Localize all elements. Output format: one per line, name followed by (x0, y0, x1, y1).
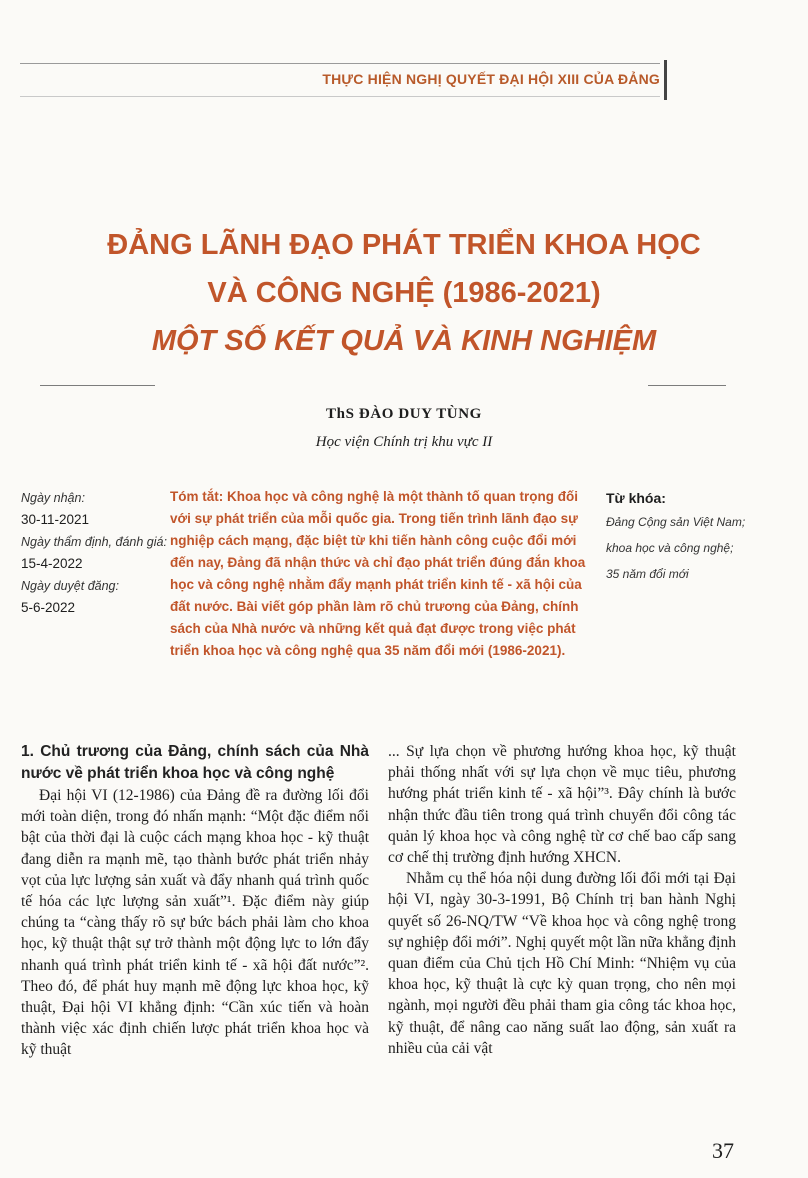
author-affiliation: Học viện Chính trị khu vực II (315, 434, 493, 450)
body-column-left (21, 741, 369, 1061)
article-dates (21, 487, 167, 619)
keyword-item: Đảng Cộng sản Việt Nam; (606, 515, 746, 529)
author-name: ThS ĐÀO DUY TÙNG (326, 406, 482, 422)
approved-label: Ngày duyệt đăng: (21, 579, 119, 593)
body-paragraph: ... Sự lựa chọn về phương hướng khoa học, kỹ thuật phải thống nhất với sự lựa chọn về mục tiêu, phương hướng phát triển kinh tế - xã hội”³. Đây chính là bước nhận thức đầu tiên trong quá trình chuyển đổi công tác quản lý khoa học và công nghệ từ cơ chế bao cấp sang cơ chế thị trường định hướng XHCN. (388, 743, 736, 867)
keyword-item: khoa học và công nghệ; (606, 541, 734, 555)
received-label: Ngày nhận: (21, 491, 85, 505)
title-divider-left (40, 385, 155, 386)
keywords-title: Từ khóa: (606, 490, 666, 506)
title-divider-right (648, 385, 726, 386)
reviewed-label: Ngày thẩm định, đánh giá: (21, 535, 167, 549)
keywords (606, 487, 796, 587)
approved-date: 5-6-2022 (21, 600, 76, 615)
article-title (0, 221, 808, 365)
body-paragraph: Đại hội VI (12-1986) của Đảng đề ra đường lối đổi mới toàn diện, trong đó nhấn mạnh: “Một đặc điểm nổi bật của thời đại là cuộc cách mạng khoa học - kỹ thuật đang diễn ra mạnh mẽ, tạo thành bước phát triển nhảy vọt của lực lượng sản xuất và đẩy nhanh quá trình quốc tế hóa các lực lượng sản xuất”¹. Đặc điểm này giúp chúng ta “càng thấy rõ sự bức bách phải làm cho khoa học, kỹ thuật thật sự trở thành một động lực to lớn đẩy nhanh quá trình phát triển kinh tế - xã hội đất nước”². Theo đó, để phát huy mạnh mẽ động lực khoa học, kỹ thuật, Đại hội VI khẳng định: “Cần xúc tiến và hoàn thành việc xác định chiến lược phát triển khoa học và kỹ thuật (21, 787, 369, 1059)
reviewed-date: 15-4-2022 (21, 556, 83, 571)
page-number: 37 (712, 1138, 734, 1163)
header-rule-top (20, 63, 660, 64)
title-line-1: ĐẢNG LÃNH ĐẠO PHÁT TRIỂN KHOA HỌC (107, 229, 701, 261)
body-column-right (388, 741, 736, 1059)
abstract: Tóm tắt: Khoa học và công nghệ là một thành tố quan trọng đối với sự phát triển của mỗi quốc gia. Trong tiến trình lãnh đạo sự nghiệp cách mạng, đặc biệt từ khi tiến hành công cuộc đổi mới đến nay, Đảng đã nhận thức và chỉ đạo phát triển đúng đắn khoa học và công nghệ nhằm đẩy mạnh phát triển kinh tế - xã hội của đất nước. Bài viết góp phần làm rõ chủ trương của Đảng, chính sách của Nhà nước và những kết quả đạt được trong việc phát triển khoa học và công nghệ qua 35 năm đổi mới (1986-2021). (170, 489, 586, 658)
header-accent-bar (664, 60, 667, 100)
received-date: 30-11-2021 (21, 512, 90, 527)
title-line-3: MỘT SỐ KẾT QUẢ VÀ KINH NGHIỆM (151, 325, 657, 357)
body-paragraph: Nhằm cụ thể hóa nội dung đường lối đổi mới tại Đại hội VI, ngày 30-3-1991, Bộ Chính trị ban hành Nghị quyết số 26-NQ/TW “Về khoa học và công nghệ trong sự nghiệp đổi mới”. Nghị quyết một lần nữa khẳng định quan điểm của Chủ tịch Hồ Chí Minh: “Nhiệm vụ của khoa học, kỹ thuật là cực kỳ quan trọng, cho nên mọi ngành, mọi người đều phải tham gia công tác khoa học, kỹ thuật, để nâng cao năng suất lao động, sản xuất ra nhiều của cải vật (388, 870, 736, 1057)
title-line-2: VÀ CÔNG NGHỆ (1986-2021) (207, 277, 601, 309)
section-1-heading: 1. Chủ trương của Đảng, chính sách của Nhà nước về phát triển khoa học và công nghệ (21, 743, 369, 782)
running-head: THỰC HIỆN NGHỊ QUYẾT ĐẠI HỘI XIII CỦA ĐẢNG (322, 71, 660, 87)
header-rule-bottom (20, 96, 660, 97)
keyword-item: 35 năm đổi mới (606, 567, 689, 581)
